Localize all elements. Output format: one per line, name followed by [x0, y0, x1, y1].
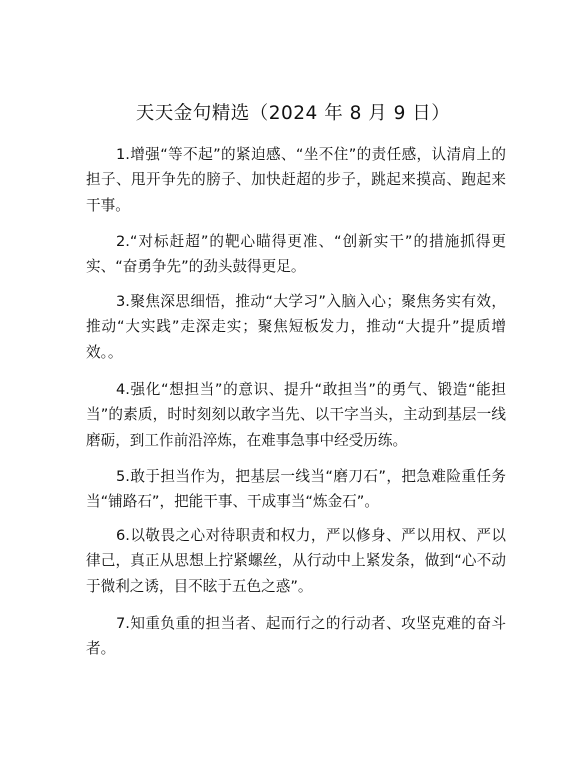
quote-paragraph-1: 1.增强“等不起”的紧迫感、“坐不住”的责任感，认清肩上的担子、甩开争先的膀子、加快赶超的步子，跳起来摸高、跑起来干事。 — [86, 146, 506, 214]
quote-paragraph-6: 6.以敬畏之心对待职责和权力，严以修身、严以用权、严以律己，真正从思想上拧紧螺丝，从行动中上紧发条，做到“心不动于微利之诱，目不眩于五色之惑”。 — [86, 527, 506, 595]
quote-paragraph-4: 4.强化“想担当”的意识、提升“敢担当”的勇气、锻造“能担当”的素质，时时刻刻以敢字当先、以干字当头，主动到基层一线磨砺，到工作前沿淬炼，在难事急事中经受历练。 — [86, 381, 506, 449]
quote-paragraph-2: 2.“对标赶超”的靶心瞄得更准、“创新实干”的措施抓得更实、“奋勇争先”的劲头鼓得更足。 — [86, 233, 506, 276]
document-title: 天天金句精选（2024 年 8 月 9 日） — [135, 103, 451, 124]
quote-paragraph-5: 5.敢于担当作为，把基层一线当“磨刀石”，把急难险重任务当“铺路石”，把能干事、干成事当“炼金石”。 — [86, 468, 506, 511]
quote-paragraph-7: 7.知重负重的担当者、起而行之的行动者、攻坚克难的奋斗者。 — [86, 615, 506, 658]
quote-paragraph-3: 3.聚焦深思细悟，推动“大学习”入脑入心；聚焦务实有效，推动“大实践”走深走实；聚焦短板发力，推动“大提升”提质增效。。 — [86, 293, 506, 361]
